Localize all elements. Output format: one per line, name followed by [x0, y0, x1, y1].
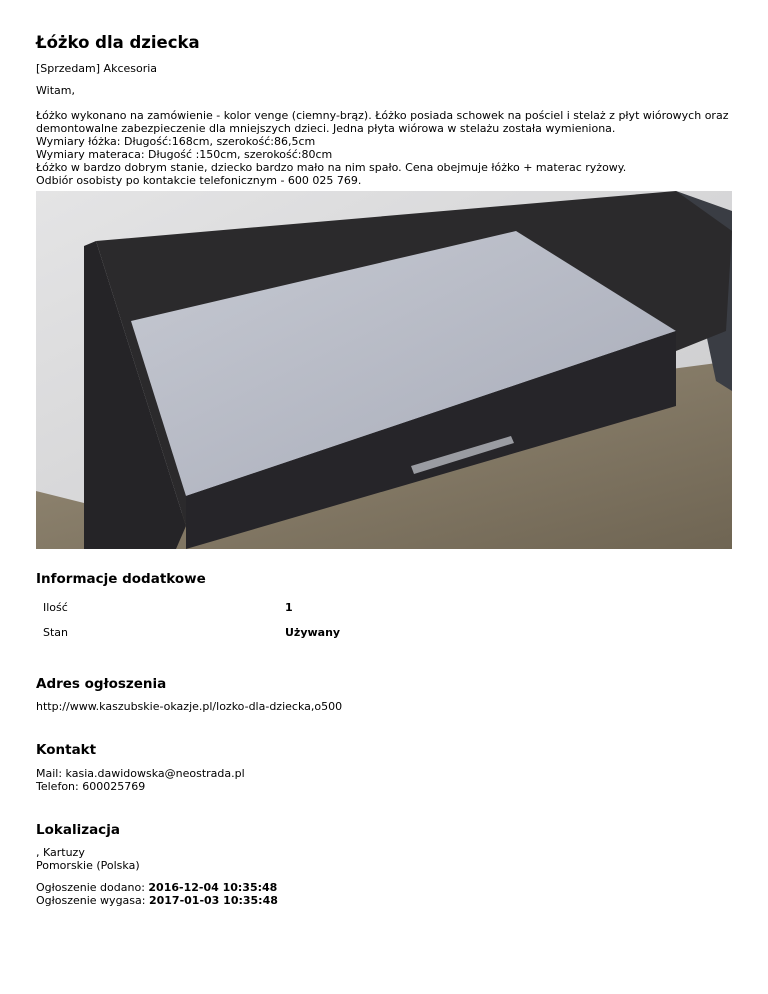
listing-category: [Sprzedam] Akcesoria	[36, 62, 158, 75]
description-line: Łóżko wykonano na zamówienie - kolor venge (ciemny-brąz). Łóżko posiada schowek na pościel i stelaż z płyt wiórowych oraz	[36, 109, 729, 122]
date-expires-label: Ogłoszenie wygasa:	[36, 894, 149, 907]
listing-url[interactable]: http://www.kaszubskie-okazje.pl/lozko-dla-dziecka,o500	[36, 700, 343, 713]
address-heading: Adres ogłoszenia	[36, 676, 167, 692]
info-heading: Informacje dodatkowe	[36, 571, 206, 587]
listing-description	[36, 109, 736, 187]
date-added-value: 2016-12-04 10:35:48	[148, 881, 278, 894]
location-block	[36, 846, 140, 872]
contact-heading: Kontakt	[36, 742, 97, 758]
contact-block	[36, 767, 245, 793]
date-added-row	[36, 881, 278, 894]
location-city: , Kartuzy	[36, 846, 85, 859]
info-label-quantity: Ilość	[43, 601, 68, 614]
date-added-label: Ogłoszenie dodano:	[36, 881, 149, 894]
date-expires-value: 2017-01-03 10:35:48	[148, 894, 278, 907]
info-value-condition: Używany	[285, 626, 341, 639]
location-region: Pomorskie (Polska)	[36, 859, 140, 872]
listing-photo	[36, 191, 732, 549]
info-label-condition: Stan	[43, 626, 69, 639]
bed-photo-illustration	[36, 191, 732, 549]
date-expires-row	[36, 894, 278, 907]
description-line: demontowalne zabezpieczenie dla mniejszych dzieci. Jedna płyta wiórowa w stelażu została wymieniona.	[36, 122, 616, 135]
description-line: Łóżko w bardzo dobrym stanie, dziecko bardzo mało na nim spało. Cena obejmuje łóżko + materac ryżowy.	[36, 161, 627, 174]
contact-mail[interactable]: Mail: kasia.dawidowska@neostrada.pl	[36, 767, 245, 780]
description-line: Wymiary łóżka: Długość:168cm, szerokość:86,5cm	[36, 135, 316, 148]
info-value-quantity: 1	[285, 601, 293, 614]
location-heading: Lokalizacja	[36, 822, 120, 838]
page-title: Łóżko dla dziecka	[36, 33, 200, 52]
listing-dates	[36, 881, 278, 907]
contact-phone: Telefon: 600025769	[36, 780, 146, 793]
description-line: Wymiary materaca: Długość :150cm, szerokość:80cm	[36, 148, 333, 161]
listing-greeting: Witam,	[36, 84, 75, 97]
description-line: Odbiór osobisty po kontakcie telefonicznym - 600 025 769.	[36, 174, 362, 187]
